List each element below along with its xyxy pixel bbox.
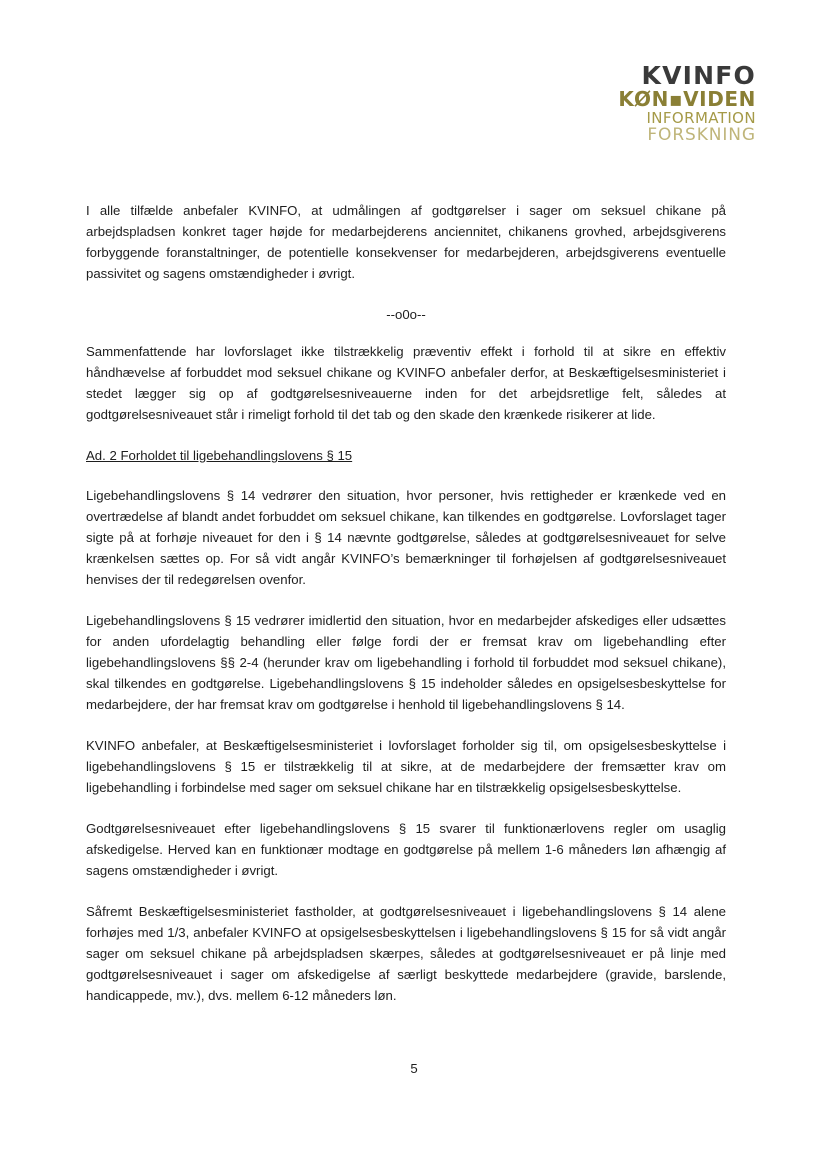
logo-line-forskning: FORSKNING — [647, 125, 756, 145]
section-separator: --o0o-- — [386, 307, 426, 322]
logo-line-information: INFORMATION — [646, 109, 756, 127]
logo-line-kon-viden: KØN▪VIDEN — [618, 87, 756, 111]
section-heading: Ad. 2 Forholdet til ligebehandlingslovens § 15 — [86, 448, 353, 463]
paragraph-conclusion: Såfremt Beskæftigelsesministeriet fastholder, at godtgørelsesniveauet i ligebehandlingslovens § 14 alene forhøjes med 1/3, anbefaler KVINFO at opsigelsesbeskyttelsen i ligebehandlingslovens § 15 for så vidt angår sager om seksuel chikane på arbejdspladsen skærpes, således at godtgørelsesniveauet er på linje med godtgørelsesniveauet i sager om afskedigelse af særligt beskyttede medarbejdere (gravide, barslende, handicappede, mv.), dvs. mellem 6-12 måneders løn. — [86, 904, 726, 1003]
document-body — [86, 200, 726, 1026]
paragraph-section-14: Ligebehandlingslovens § 14 vedrører den situation, hvor personer, hvis rettigheder er krænkede ved en overtrædelse af blandt andet forbuddet om seksuel chikane, kan tilkendes en godtgørelse. Lovforslaget tager sigte på at forhøje niveauet for den i § 14 nævnte godtgørelse, således at godtgørelsesniveauet for selve krænkelsen sættes op. For så vidt angår KVINFO’s bemærkninger til forhøjelsen af godtgørelsesniveauet henvises der til redegørelsen ovenfor. — [86, 488, 726, 587]
paragraph-compensation-level: Godtgørelsesniveauet efter ligebehandlingslovens § 15 svarer til funktionærlovens regler om usaglig afskedigelse. Herved kan en funktionær modtage en godtgørelse på mellem 1-6 måneders løn afhængig af sagens omstændigheder i øvrigt. — [86, 821, 726, 878]
paragraph-section-15: Ligebehandlingslovens § 15 vedrører imidlertid den situation, hvor en medarbejder afskediges eller udsættes for anden ufordelagtig behandling eller følge fordi der er fremsat krav om ligebehandling efter ligebehandlingslovens §§ 2-4 (herunder krav om ligebehandling i forhold til forbuddet mod seksuel chikane), skal tilkendes en godtgørelse. Ligebehandlingslovens § 15 indeholder således en opsigelsesbeskyttelse for medarbejdere, der har fremsat krav om godtgørelse i henhold til ligebehandlingslovens § 14. — [86, 613, 726, 712]
page-number: 5 — [410, 1061, 418, 1076]
paragraph-summary: Sammenfattende har lovforslaget ikke tilstrækkelig præventiv effekt i forhold til at sikre en effektiv håndhævelse af forbuddet mod seksuel chikane og KVINFO anbefaler derfor, at Beskæftigelsesministeriet i stedet lægger sig op af godtgørelsesniveauerne inden for det arbejdsretlige felt, således at godtgørelsesniveauet står i rimeligt forhold til det tab og den skade den krænkede risikerer at lide. — [86, 344, 726, 422]
kvinfo-logo — [618, 63, 756, 144]
paragraph-kvinfo-recommends: KVINFO anbefaler, at Beskæftigelsesministeriet i lovforslaget forholder sig til, om opsigelsesbeskyttelse i ligebehandlingslovens § 15 er tilstrækkelig til at sikre, at de medarbejdere der fremsætter krav om ligebehandling i forbindelse med sager om seksuel chikane har en tilstrækkelig opsigelsesbeskyttelse. — [86, 738, 726, 795]
paragraph-recommendation: I alle tilfælde anbefaler KVINFO, at udmålingen af godtgørelser i sager om seksuel chikane på arbejdspladsen konkret tager højde for medarbejderens anciennitet, chikanens grovhed, arbejdsgiverens forbyggende foranstaltninger, de potentielle konsekvenser for medarbejderen, arbejdsgiverens eventuelle passivitet og sagens omstændigheder i øvrigt. — [86, 203, 726, 281]
logo-line-kvinfo: KVINFO — [641, 61, 756, 90]
